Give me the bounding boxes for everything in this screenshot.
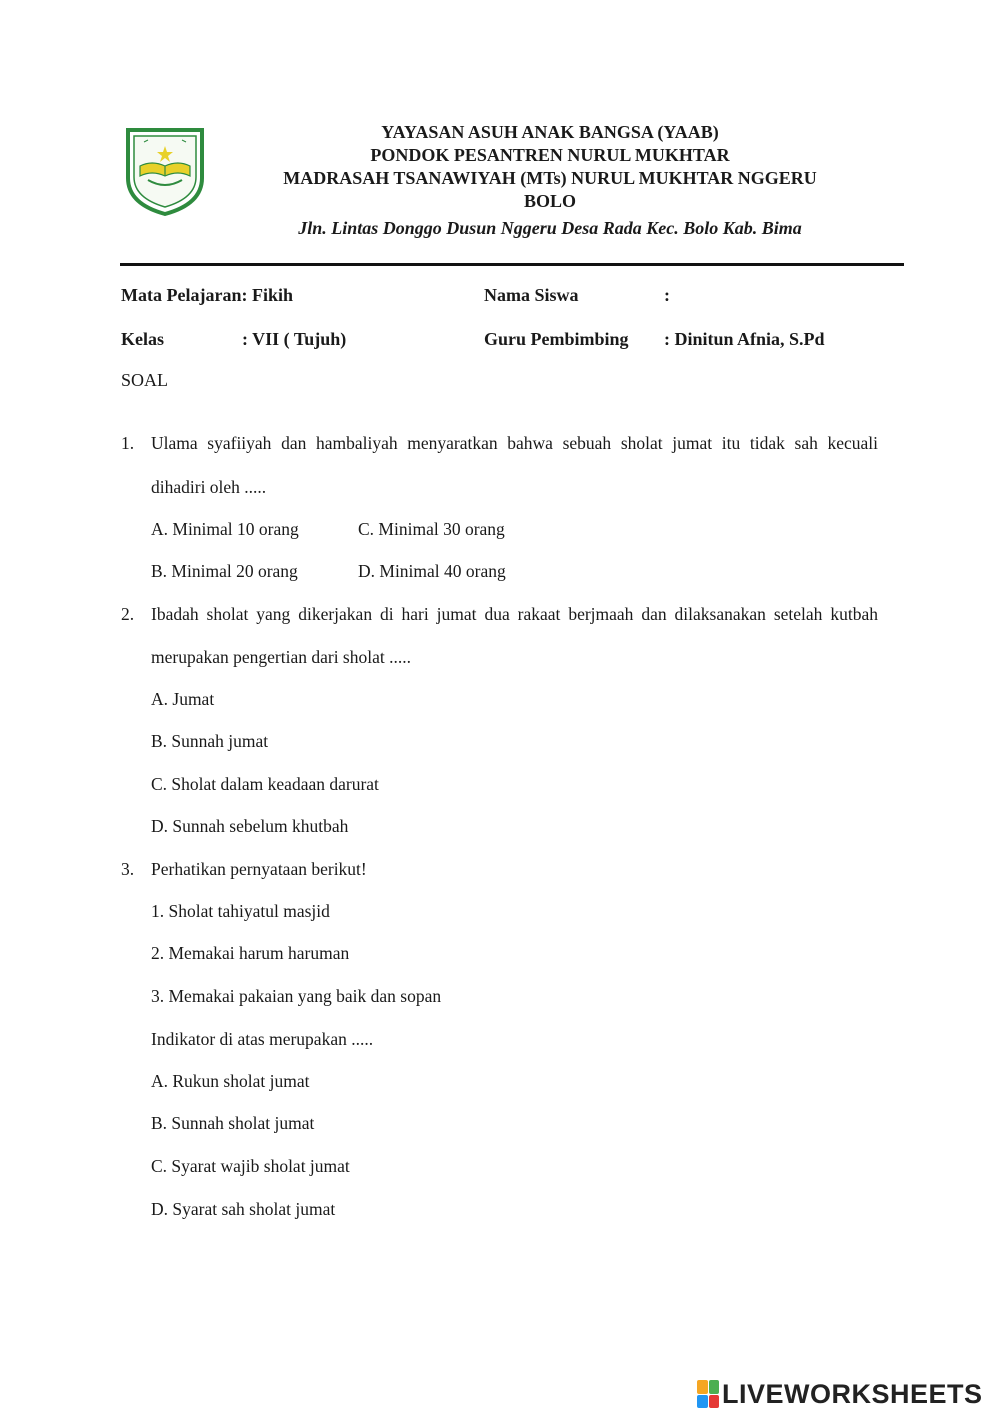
brand-name: LIVEWORKSHEETS [722,1378,983,1409]
question-text-line1: Ibadah sholat yang dikerjakan di hari jumat dua rakaat berjmaah dan dilaksanakan setelah kutbah [151,604,878,624]
class-label: Kelas [121,329,164,349]
statement-2: 2. Memakai harum haruman [151,943,350,963]
option-d[interactable]: D. Sunnah sebelum khutbah [151,816,349,836]
header-divider [120,263,904,266]
option-b[interactable]: B. Sunnah jumat [151,731,269,751]
question-text-line2: merupakan pengertian dari sholat ..... [151,647,411,667]
option-c[interactable]: C. Minimal 30 orang [358,519,505,539]
option-d[interactable]: D. Syarat sah sholat jumat [151,1199,336,1219]
question-text-line1: Perhatikan pernyataan berikut! [151,859,367,879]
option-a[interactable]: A. Rukun sholat jumat [151,1071,310,1091]
question-number: 1. [121,433,135,453]
question-number: 3. [121,859,135,879]
school-logo-icon [118,116,212,216]
option-c[interactable]: C. Sholat dalam keadaan darurat [151,774,379,794]
question-text-line1: Ulama syafiiyah dan hambaliyah menyaratkan bahwa sebuah sholat jumat itu tidak sah kecuali [151,433,878,453]
header-pesantren: PONDOK PESANTREN NURUL MUKHTAR [370,145,730,165]
option-c[interactable]: C. Syarat wajib sholat jumat [151,1156,350,1176]
option-b[interactable]: B. Minimal 20 orang [151,561,298,581]
statement-1: 1. Sholat tahiyatul masjid [151,901,330,921]
question-prompt: Indikator di atas merupakan ..... [151,1029,374,1049]
option-b[interactable]: B. Sunnah sholat jumat [151,1113,315,1133]
question-number: 2. [121,604,135,624]
class-value: : VII ( Tujuh) [242,329,347,349]
question-text-line2: dihadiri oleh ..... [151,477,267,497]
student-name-field[interactable]: : [664,285,670,305]
subject-label: Mata Pelajaran: Fikih [121,285,293,305]
option-d[interactable]: D. Minimal 40 orang [358,561,506,581]
header-madrasah: MADRASAH TSANAWIYAH (MTs) NURUL MUKHTAR NGGERU [283,168,817,188]
statement-3: 3. Memakai pakaian yang baik dan sopan [151,986,442,1006]
option-a[interactable]: A. Jumat [151,689,215,709]
teacher-label: Guru Pembimbing [484,329,629,349]
header-address: Jln. Lintas Donggo Dusun Nggeru Desa Rada Kec. Bolo Kab. Bima [298,218,802,238]
student-name-label: Nama Siswa [484,285,579,305]
liveworksheets-brand[interactable] [697,1378,983,1410]
header-bolo: BOLO [523,191,576,211]
school-header [200,121,900,241]
teacher-value: : Dinitun Afnia, S.Pd [664,329,825,349]
option-a[interactable]: A. Minimal 10 orang [151,519,299,539]
liveworksheets-logo-icon [697,1380,719,1408]
header-foundation: YAYASAN ASUH ANAK BANGSA (YAAB) [381,122,719,142]
section-title: SOAL [121,370,169,390]
